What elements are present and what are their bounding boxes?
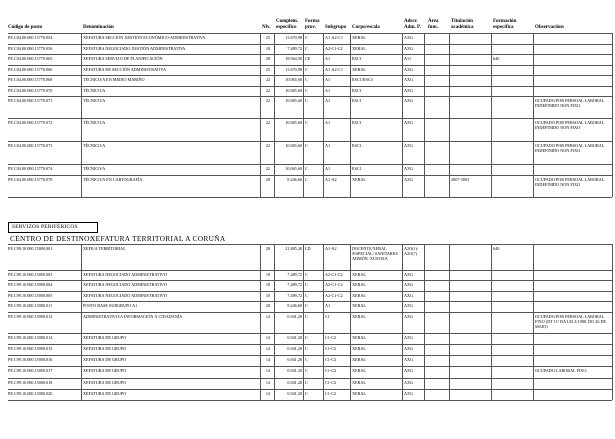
cell-nivel: 14: [265, 346, 271, 351]
section-label: SERVIZOS PERIFÉRICOS: [8, 222, 98, 233]
row-divider: [8, 355, 612, 356]
cell-complem: 10.065,60: [285, 166, 302, 171]
cell-forma: C: [305, 67, 308, 72]
header-forma-1: Forma: [305, 19, 320, 24]
cell-code: PE.C99.10.000.15000.005: [8, 293, 53, 298]
cell-nivel: 18: [265, 293, 271, 298]
cell-complem: 8.246,60: [287, 177, 302, 182]
cell-name: XEFATURA DE SECCIÓN ADMINISTRATIVA: [83, 67, 167, 72]
cell-complem: 8.246,60: [287, 303, 302, 308]
cell-obs: OCUPADO POR PERSOAL LABORAL FIXO (DT 11ª DA LEI 4/1988, DO 26 DE MAIO): [535, 314, 607, 329]
cell-nivel: 18: [265, 282, 271, 287]
cell-name: XEFATURA DE GRUPO: [83, 391, 127, 396]
row-divider: [8, 96, 612, 97]
cell-forma: C: [305, 77, 308, 82]
header-area-2: func.: [428, 25, 439, 30]
cell-forma: C: [305, 98, 308, 103]
cell-nivel: 22: [265, 143, 271, 148]
cell-corpo: XERAL: [352, 67, 366, 72]
cell-subgrupo: A1: [325, 143, 331, 148]
row-divider: [8, 280, 612, 281]
cell-corpo: ESC1: [352, 120, 362, 125]
cell-forma: C: [305, 293, 308, 298]
column-divider: [612, 33, 613, 197]
cell-subgrupo: A1: [325, 166, 331, 171]
cell-adscr: AXG: [404, 314, 414, 319]
column-divider: [612, 244, 613, 400]
header-complem-1: Complem.: [276, 19, 299, 24]
cell-forma: CE: [305, 56, 311, 61]
cell-corpo: XERAL: [352, 282, 366, 287]
cell-adscr: AXG: [404, 380, 414, 385]
cell-nivel: 20: [265, 177, 271, 182]
row-divider: [8, 197, 612, 198]
cell-name: XEFATURA DE GRUPO: [83, 380, 127, 385]
cell-forma: C: [305, 177, 308, 182]
cell-obs: OCUPADO POR PERSOAL LABORAL INDEFINIDO NON FIXO: [535, 143, 605, 153]
cell-adscr: AXG: [404, 335, 414, 340]
column-divider: [449, 33, 450, 197]
row-divider: [8, 141, 612, 142]
cell-code: PE.C04.00.000.15770.065: [8, 56, 53, 61]
cell-code: PE.C99.10.000.15000.015: [8, 346, 53, 351]
cell-adscr: AXG: [404, 88, 414, 93]
column-divider: [260, 33, 261, 197]
header-observacions: Observacións: [535, 25, 564, 30]
cell-complem: 6.941,20: [287, 314, 302, 319]
cell-nivel: 14: [265, 380, 271, 385]
column-divider: [350, 33, 351, 197]
row-divider: [8, 366, 612, 367]
cell-corpo: DOCENTE/XERAL /ESPECIAL/ SANITARIO/ ADMÓN. XUSTIZA: [352, 246, 399, 261]
cell-adscr: AXG: [404, 303, 414, 308]
cell-subgrupo: A1-A2-C1: [325, 67, 343, 72]
destino-value: XEFATURA TERRITORIAL A CORUÑA: [90, 234, 226, 243]
column-divider: [350, 244, 351, 400]
cell-nivel: 22: [265, 88, 271, 93]
cell-forma: C: [305, 314, 308, 319]
cell-subgrupo: A2-C1-C2: [325, 272, 343, 277]
cell-name: TÉCNICO/A: [83, 143, 106, 148]
column-divider: [402, 244, 403, 400]
cell-corpo: XERAL: [352, 272, 366, 277]
header-formacion-1: Formación: [493, 19, 517, 24]
cell-code: PE.C04.00.000.15770.078: [8, 177, 53, 182]
column-divider: [303, 33, 304, 197]
cell-name: XEFATURA NEGOCIADO XESTIÓN ADMINISTRATIVA: [83, 46, 186, 51]
header-nivel: Nlv.: [262, 25, 271, 30]
header-titulacion-1: Titulación: [451, 19, 473, 24]
cell-adscr: AXG: [404, 120, 414, 125]
row-divider: [8, 44, 612, 45]
cell-subgrupo: C1-C2: [325, 335, 337, 340]
cell-adscr: A2O(1)-A2O(7): [404, 246, 419, 256]
cell-name: XEFE/A TERRITORIAL: [83, 246, 126, 251]
column-divider: [491, 33, 492, 197]
cell-forma: C: [305, 357, 308, 362]
cell-name: TÉCNICO/A EN CARTOGRAFÍA: [83, 177, 143, 182]
cell-adscr: AXG: [404, 368, 414, 373]
cell-name: XEFATURA DE GRUPO: [83, 335, 127, 340]
cell-corpo: XERAL: [352, 368, 366, 373]
cell-subgrupo: A1: [325, 98, 331, 103]
cell-subgrupo: C1-C2: [325, 346, 337, 351]
cell-forma: C: [305, 282, 308, 287]
cell-nivel: 22: [265, 166, 271, 171]
cell-forma: C: [305, 335, 308, 340]
cell-nivel: 14: [265, 357, 271, 362]
cell-subgrupo: A2-C1-C2: [325, 282, 343, 287]
column-divider: [424, 33, 425, 197]
cell-complem: 7.489,72: [287, 46, 302, 51]
row-divider: [8, 312, 612, 313]
cell-code: PE.C04.00.000.15770.072: [8, 120, 53, 125]
cell-formacion: 640: [493, 56, 500, 61]
cell-adscr: A11: [404, 56, 412, 61]
cell-name: POSTO BASE SUBGRUPO A1: [83, 303, 138, 308]
column-divider: [81, 33, 82, 197]
cell-corpo: XERAL: [352, 335, 366, 340]
cell-code: PE.C99.10.000.15000.001: [8, 246, 53, 251]
cell-subgrupo: A2-C1-C2: [325, 46, 343, 51]
cell-adscr: AXG: [404, 391, 414, 396]
cell-adscr: AXG: [404, 143, 414, 148]
cell-subgrupo: C1-C2: [325, 380, 337, 385]
column-divider: [274, 244, 275, 400]
cell-complem: 10.065,60: [285, 88, 302, 93]
row-divider: [8, 164, 612, 165]
cell-obs: OCUPADO POR PERSOAL LABORAL INDEFINIDO NON FIXO: [535, 120, 605, 130]
cell-code: PE.C99.10.000.15000.013: [8, 314, 53, 319]
cell-adscr: AXG: [404, 272, 414, 277]
cell-subgrupo: A1-A2-C1: [325, 35, 343, 40]
column-divider: [491, 244, 492, 400]
cell-subgrupo: C1: [325, 314, 330, 319]
cell-forma: C: [305, 120, 308, 125]
cell-nivel: 14: [265, 368, 271, 373]
cell-code: PE.C04.00.000.15770.056: [8, 46, 53, 51]
cell-corpo: ESC1: [352, 56, 362, 61]
cell-complem: 21.885,28: [285, 246, 302, 251]
cell-forma: LD: [305, 246, 311, 251]
column-divider: [260, 244, 261, 400]
cell-adscr: AXG: [404, 282, 414, 287]
column-divider: [81, 244, 82, 400]
cell-adscr: AXG: [404, 46, 414, 51]
cell-corpo: ESC1/ESC3: [352, 77, 373, 82]
row-divider: [8, 400, 612, 401]
cell-code: PE.C04.00.000.15770.074: [8, 166, 53, 171]
cell-nivel: 18: [265, 272, 271, 277]
cell-code: PE.C99.10.000.15000.017: [8, 368, 53, 373]
cell-complem: 18.564,56: [285, 56, 302, 61]
cell-nivel: 25: [265, 35, 271, 40]
cell-name: XEFATURA DE GRUPO: [83, 368, 127, 373]
cell-complem: 7.489,72: [287, 293, 302, 298]
cell-adscr: AXG: [404, 67, 414, 72]
cell-adscr: AXG: [404, 293, 414, 298]
cell-code: PE.C99.10.000.15000.016: [8, 357, 53, 362]
cell-nivel: 22: [265, 98, 271, 103]
cell-complem: 7.489,72: [287, 272, 302, 277]
cell-complem: 7.489,72: [287, 282, 302, 287]
cell-code: PE.C04.00.000.15770.066: [8, 67, 53, 72]
column-divider: [533, 244, 534, 400]
cell-nivel: 20: [265, 303, 271, 308]
row-divider: [8, 33, 612, 34]
cell-nivel: 14: [265, 335, 271, 340]
cell-name: TÉCNICO/A: [83, 98, 106, 103]
header-formacion-2: específica: [493, 25, 514, 30]
header-corpo: Corpo/escala: [352, 25, 380, 30]
cell-name: TÉCNICO/A EN MEDIO MARIÑO: [83, 77, 145, 82]
cell-adscr: AXG: [404, 177, 414, 182]
header-forma-2: prov.: [305, 25, 316, 30]
cell-name: XEFATURA DE GRUPO: [83, 357, 127, 362]
cell-nivel: 28: [265, 246, 271, 251]
header-titulacion-2: académica: [451, 25, 474, 30]
cell-complem: 10.065,60: [285, 77, 302, 82]
cell-subgrupo: A1-A2: [325, 177, 337, 182]
cell-code: PE.C99.10.000.15000.003: [8, 272, 53, 277]
column-divider: [323, 33, 324, 197]
cell-code: PE.C04.00.000.15770.071: [8, 98, 53, 103]
cell-adscr: AXG: [404, 98, 414, 103]
row-divider: [8, 75, 612, 76]
cell-corpo: XERAL: [352, 391, 366, 396]
cell-complem: 13.670,98: [285, 35, 302, 40]
header-codigo: Código de posto: [8, 25, 43, 30]
cell-forma: C: [305, 303, 308, 308]
cell-forma: C: [305, 88, 308, 93]
row-divider: [8, 86, 612, 87]
row-divider: [8, 65, 612, 66]
row-divider: [8, 378, 612, 379]
row-divider: [8, 344, 612, 345]
cell-corpo: ESC1: [352, 88, 362, 93]
cell-forma: C: [305, 368, 308, 373]
header-subgrupo: Subgrupo: [325, 25, 347, 30]
cell-subgrupo: A1: [325, 77, 331, 82]
header-adscr-2: Adm. P.: [404, 25, 421, 30]
cell-adscr: AXG: [404, 77, 414, 82]
row-divider: [8, 333, 612, 334]
cell-corpo: XERAL: [352, 314, 366, 319]
cell-code: PE.C99.10.000.15000.004: [8, 282, 53, 287]
cell-code: PE.C99.10.000.15000.014: [8, 335, 53, 340]
header-area-1: Área: [428, 19, 439, 24]
cell-code: PE.C99.10.000.15000.011: [8, 303, 53, 308]
cell-obs: OCUPADO LABORAL FIXO.: [535, 368, 588, 373]
column-divider: [323, 244, 324, 400]
cell-nivel: 14: [265, 314, 271, 319]
cell-name: XEFATURA NEGOCIADO ADMINISTRATIVO: [83, 282, 167, 287]
row-divider: [8, 54, 612, 55]
cell-adscr: AXG: [404, 357, 414, 362]
cell-complem: 6.941,20: [287, 357, 302, 362]
column-divider: [402, 33, 403, 197]
cell-corpo: XERAL: [352, 35, 366, 40]
cell-forma: C: [305, 35, 308, 40]
cell-name: TÉCNICO/A: [83, 120, 106, 125]
row-divider: [8, 118, 612, 119]
cell-subgrupo: A1: [325, 56, 331, 61]
cell-nivel: 14: [265, 391, 271, 396]
cell-obs: OCUPADO POR PERSOAL LABORAL INDEFINIDO NON FIXO: [535, 98, 605, 108]
cell-name: XEFATURA NEGOCIADO ADMINISTRATIVO: [83, 293, 167, 298]
row-divider: [8, 389, 612, 390]
cell-forma: C: [305, 166, 308, 171]
cell-corpo: ESC1: [352, 98, 362, 103]
cell-titulacion: 2007-3003: [451, 177, 470, 182]
cell-subgrupo: A2-C1-C2: [325, 293, 343, 298]
column-divider: [303, 244, 304, 400]
header-adscr-1: Adscr.: [404, 19, 418, 24]
cell-subgrupo: A1-A2: [325, 246, 337, 251]
cell-corpo: XERAL: [352, 357, 366, 362]
header-denominacion: Denominación: [83, 25, 114, 30]
cell-forma: C: [305, 143, 308, 148]
row-divider: [8, 291, 612, 292]
cell-nivel: 25: [265, 67, 271, 72]
cell-corpo: XERAL: [352, 46, 366, 51]
cell-subgrupo: A1: [325, 303, 331, 308]
cell-code: PE.C04.00.000.15770.070: [8, 88, 53, 93]
cell-name: XEFATURA NEGOCIADO ADMINISTRATIVO: [83, 272, 167, 277]
cell-complem: 13.670,98: [285, 67, 302, 72]
cell-corpo: ESC1: [352, 166, 362, 171]
cell-nivel: 22: [265, 77, 271, 82]
cell-subgrupo: A1: [325, 88, 331, 93]
cell-nivel: 18: [265, 46, 271, 51]
cell-corpo: XERAL: [352, 177, 366, 182]
cell-forma: C: [305, 46, 308, 51]
cell-corpo: XERAL: [352, 303, 366, 308]
cell-corpo: XERAL: [352, 293, 366, 298]
cell-code: PE.C04.00.000.15770.054: [8, 35, 53, 40]
cell-complem: 6.941,20: [287, 335, 302, 340]
cell-adscr: AXG: [404, 346, 414, 351]
cell-name: ADMINISTRATIVO/A INFORMACIÓN Á CIDADANÍA: [83, 314, 183, 319]
cell-formacion: 640: [493, 246, 500, 251]
cell-forma: C: [305, 380, 308, 385]
column-divider: [449, 244, 450, 400]
cell-corpo: ESC1: [352, 143, 362, 148]
row-divider: [8, 301, 612, 302]
header-complem-2: específico: [276, 25, 297, 30]
cell-name: TÉCNICO/A: [83, 88, 106, 93]
cell-forma: C: [305, 272, 308, 277]
cell-complem: 10.065,60: [285, 143, 302, 148]
column-divider: [424, 244, 425, 400]
cell-adscr: AXG: [404, 35, 414, 40]
cell-complem: 6.941,20: [287, 368, 302, 373]
cell-adscr: AXG: [404, 166, 414, 171]
row-divider: [8, 270, 612, 271]
column-divider: [274, 33, 275, 197]
cell-complem: 6.941,20: [287, 346, 302, 351]
cell-name: XEFATURA SERVIZO DE PLANIFICACIÓN: [83, 56, 163, 61]
cell-subgrupo: C1-C2: [325, 368, 337, 373]
cell-nivel: 28: [265, 56, 271, 61]
cell-name: TÉCNICO/A: [83, 166, 106, 171]
cell-complem: 10.065,60: [285, 98, 302, 103]
cell-subgrupo: C1-C2: [325, 391, 337, 396]
row-divider: [8, 175, 612, 176]
cell-code: PE.C04.00.000.15770.073: [8, 143, 53, 148]
cell-complem: 10.065,60: [285, 120, 302, 125]
cell-complem: 6.941,20: [287, 380, 302, 385]
row-divider: [8, 244, 612, 245]
cell-code: PE.C99.10.000.15000.020: [8, 391, 53, 396]
cell-subgrupo: A1: [325, 120, 331, 125]
cell-forma: C: [305, 391, 308, 396]
cell-nivel: 22: [265, 120, 271, 125]
cell-code: PE.C04.00.000.15770.068: [8, 77, 53, 82]
cell-corpo: XERAL: [352, 380, 366, 385]
destino-label: CENTRO DE DESTINO:: [10, 234, 93, 243]
cell-obs: OCUPADO POR PERSOAL LABORAL INDEFINIDO NON FIXO: [535, 177, 605, 187]
cell-name: XEFATURA DE GRUPO: [83, 346, 127, 351]
cell-forma: C: [305, 346, 308, 351]
cell-name: XEFATURA SECCIÓN XESTIÓN ECONÓMICO-ADMINISTRATIVA: [83, 35, 206, 40]
cell-corpo: XERAL: [352, 346, 366, 351]
table-header: [0, 0, 615, 36]
column-divider: [533, 33, 534, 197]
cell-code: PE.C99.10.000.15000.018: [8, 380, 53, 385]
cell-subgrupo: C1-C2: [325, 357, 337, 362]
cell-complem: 6.941,20: [287, 391, 302, 396]
